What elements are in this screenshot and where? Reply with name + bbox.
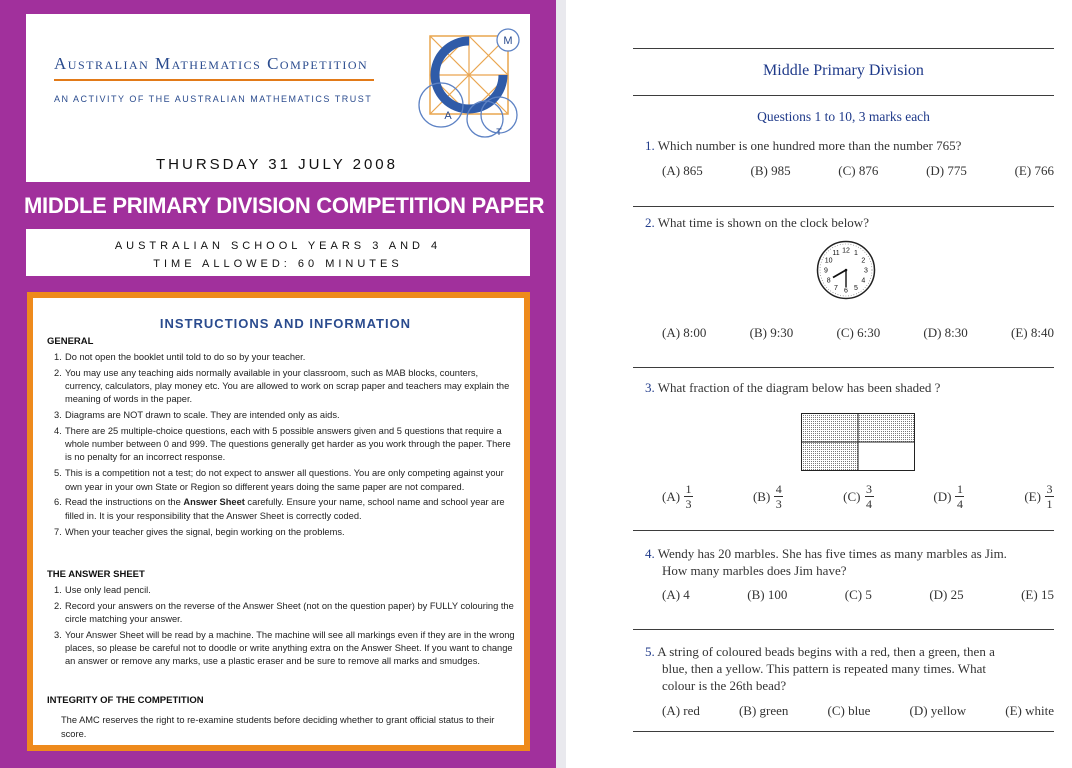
list-item: 2. You may use any teaching aids normally available in your classroom, such as MAB blocks, counters, currency, calculators, play money etc. You are allowed to work on scrap paper and teachers may explain the meaning of words in the paper. bbox=[54, 367, 510, 405]
question-number: 1. bbox=[645, 138, 655, 153]
divider bbox=[633, 48, 1054, 49]
list-item: 4. There are 25 multiple-choice questions, each with 5 possible answers given and 5 questions that require a whole number between 0 and 999. The questions generally get harder as you work through the paper. There is no penalty for an incorrect response. bbox=[54, 426, 511, 463]
section-heading: Questions 1 to 10, 3 marks each bbox=[757, 109, 930, 124]
option-a: (A) 4 bbox=[662, 587, 690, 602]
divider bbox=[633, 367, 1054, 368]
question-text: What time is shown on the clock below? bbox=[657, 215, 869, 230]
question-text-line: How many marbles does Jim have? bbox=[662, 563, 847, 578]
shaded-rectangle-diagram bbox=[801, 413, 915, 471]
option-a: (A) 8:00 bbox=[662, 325, 707, 340]
clock-numeral: 4 bbox=[861, 277, 866, 285]
clock-icon bbox=[816, 240, 876, 300]
question-text: What fraction of the diagram below has been shaded ? bbox=[657, 380, 941, 395]
option-a: (A) $\frac{1}{3}$ bbox=[662, 482, 692, 511]
time-allowed: TIME ALLOWED: 60 MINUTES bbox=[153, 258, 403, 270]
question-5-options bbox=[662, 703, 1054, 719]
option-b: (B) 100 bbox=[747, 587, 788, 602]
divider bbox=[633, 530, 1054, 531]
clock-numeral: 12 bbox=[842, 247, 850, 255]
option-e: (E) 8:40 bbox=[1011, 325, 1054, 340]
clock-numeral: 6 bbox=[844, 287, 848, 295]
divider bbox=[633, 731, 1054, 732]
amc-logo-icon bbox=[396, 20, 526, 150]
option-c: (C) 5 bbox=[844, 587, 872, 602]
instructions-box bbox=[27, 292, 530, 751]
page-gutter bbox=[556, 0, 566, 768]
clock-numeral: 5 bbox=[854, 284, 858, 292]
option-e: (E) 15 bbox=[1021, 587, 1054, 602]
option-b: (B) $\frac{4}{3}$ bbox=[752, 482, 782, 511]
question-4-options bbox=[662, 587, 1054, 603]
exam-date: THURSDAY 31 JULY 2008 bbox=[156, 156, 398, 173]
list-item: 1. Use only lead pencil. bbox=[54, 585, 151, 595]
list-item: 3. Your Answer Sheet will be read by a machine. The machine will see all markings even if they are in the wrong places, so please be careful not to doodle or write anything extra on the Answer Sheet. If you want to change an answer or remove any marks, use a plastic eraser and be sure to remove all marks and smudges. bbox=[54, 629, 515, 667]
question-text-line: blue, then a yellow. This pattern is repeated many times. What bbox=[662, 661, 986, 676]
school-years: AUSTRALIAN SCHOOL YEARS 3 AND 4 bbox=[114, 240, 442, 252]
clock-numeral: 3 bbox=[864, 267, 868, 275]
general-list bbox=[47, 351, 517, 541]
list-item: 5. This is a competition not a test; do not expect to answer all questions. You are only competing against your own year in your own State or Region so different years doing the same paper are not compared. bbox=[54, 468, 504, 492]
divider bbox=[633, 206, 1054, 207]
answer-sheet-list bbox=[47, 584, 517, 671]
question-number: 3. bbox=[645, 380, 655, 395]
option-e: (E) $\frac{3}{1}$ bbox=[1024, 482, 1053, 511]
integrity-text: The AMC reserves the right to re-examine students before deciding whether to grant official status to their score. bbox=[61, 715, 495, 739]
question-text-line: Wendy has 20 marbles. She has five times as many marbles as Jim. bbox=[657, 546, 1007, 561]
option-b: (B) 9:30 bbox=[749, 325, 794, 340]
question-2 bbox=[645, 214, 1055, 231]
question-number: 5. bbox=[645, 644, 655, 659]
logo-letter-a: A bbox=[444, 110, 452, 122]
option-d: (D) yellow bbox=[909, 703, 967, 718]
list-item: 7. When your teacher gives the signal, begin working on the problems. bbox=[54, 526, 345, 537]
title-rule bbox=[54, 79, 374, 81]
list-item: 2. Record your answers on the reverse of the Answer Sheet (not on the question paper) by FULLY colouring the circle matching your answer. bbox=[54, 600, 514, 625]
option-e: (E) white bbox=[1005, 703, 1054, 718]
option-a: (A) red bbox=[662, 703, 700, 718]
clock-numeral: 8 bbox=[826, 277, 831, 285]
question-text-line: colour is the 26th bead? bbox=[662, 678, 787, 693]
instructions-heading: INSTRUCTIONS AND INFORMATION bbox=[159, 316, 412, 331]
option-e: (E) 766 bbox=[1014, 163, 1054, 178]
option-c: (C) 876 bbox=[838, 163, 879, 178]
integrity-heading: INTEGRITY OF THE COMPETITION bbox=[47, 695, 204, 706]
header-box bbox=[26, 14, 530, 182]
logo-letter-t: T bbox=[496, 127, 502, 137]
logo-letter-m: M bbox=[503, 35, 513, 47]
division-title: Middle Primary Division bbox=[763, 62, 924, 79]
question-4 bbox=[645, 545, 1055, 579]
option-d: (D) 775 bbox=[926, 163, 967, 178]
clock-numeral: 9 bbox=[824, 267, 828, 275]
divider bbox=[633, 629, 1054, 630]
paper-title: MIDDLE PRIMARY DIVISION COMPETITION PAPER bbox=[24, 193, 545, 218]
question-number: 4. bbox=[645, 546, 655, 561]
question-text-line: A string of coloured beads begins with a red, then a green, then a bbox=[657, 644, 995, 659]
clock-numeral: 10 bbox=[824, 257, 833, 265]
org-title: Australian Mathematics Competition bbox=[54, 54, 369, 73]
org-subtitle: AN ACTIVITY OF THE AUSTRALIAN MATHEMATICS TRUST bbox=[54, 94, 373, 104]
question-2-options bbox=[662, 325, 1054, 341]
option-c: (C) blue bbox=[827, 703, 871, 718]
option-d: (D) $\frac{1}{4}$ bbox=[933, 482, 963, 511]
option-a: (A) 865 bbox=[662, 163, 703, 178]
question-3-options bbox=[662, 483, 1054, 510]
clock-numeral: 11 bbox=[832, 250, 840, 258]
question-3 bbox=[645, 379, 1055, 396]
clock-numeral: 7 bbox=[834, 284, 838, 292]
option-c: (C) $\frac{3}{4}$ bbox=[843, 482, 873, 511]
option-b: (B) 985 bbox=[750, 163, 791, 178]
list-item: 1. Do not open the booklet until told to do so by your teacher. bbox=[54, 352, 306, 362]
general-heading: GENERAL bbox=[47, 336, 94, 347]
option-b: (B) green bbox=[738, 703, 789, 718]
clock-numeral: 2 bbox=[861, 257, 866, 265]
question-1-options bbox=[662, 163, 1054, 179]
option-d: (D) 8:30 bbox=[923, 325, 968, 340]
option-d: (D) 25 bbox=[929, 587, 964, 602]
option-c: (C) 6:30 bbox=[836, 325, 881, 340]
list-item: 3. Diagrams are NOT drawn to scale. They are intended only as aids. bbox=[54, 410, 340, 421]
question-5 bbox=[645, 643, 1055, 694]
list-item: 6. Read the instructions on the Answer Sheet carefully. Ensure your name, school name and school year are filled in. It is your responsibility that the Answer Sheet is correctly coded. bbox=[54, 497, 505, 521]
answer-sheet-heading: THE ANSWER SHEET bbox=[47, 569, 145, 580]
clock-numeral: 1 bbox=[854, 250, 858, 258]
divider bbox=[633, 95, 1054, 96]
question-1 bbox=[645, 137, 1055, 154]
question-number: 2. bbox=[645, 215, 655, 230]
question-text: Which number is one hundred more than the number 765? bbox=[657, 138, 962, 153]
years-box bbox=[26, 229, 530, 276]
